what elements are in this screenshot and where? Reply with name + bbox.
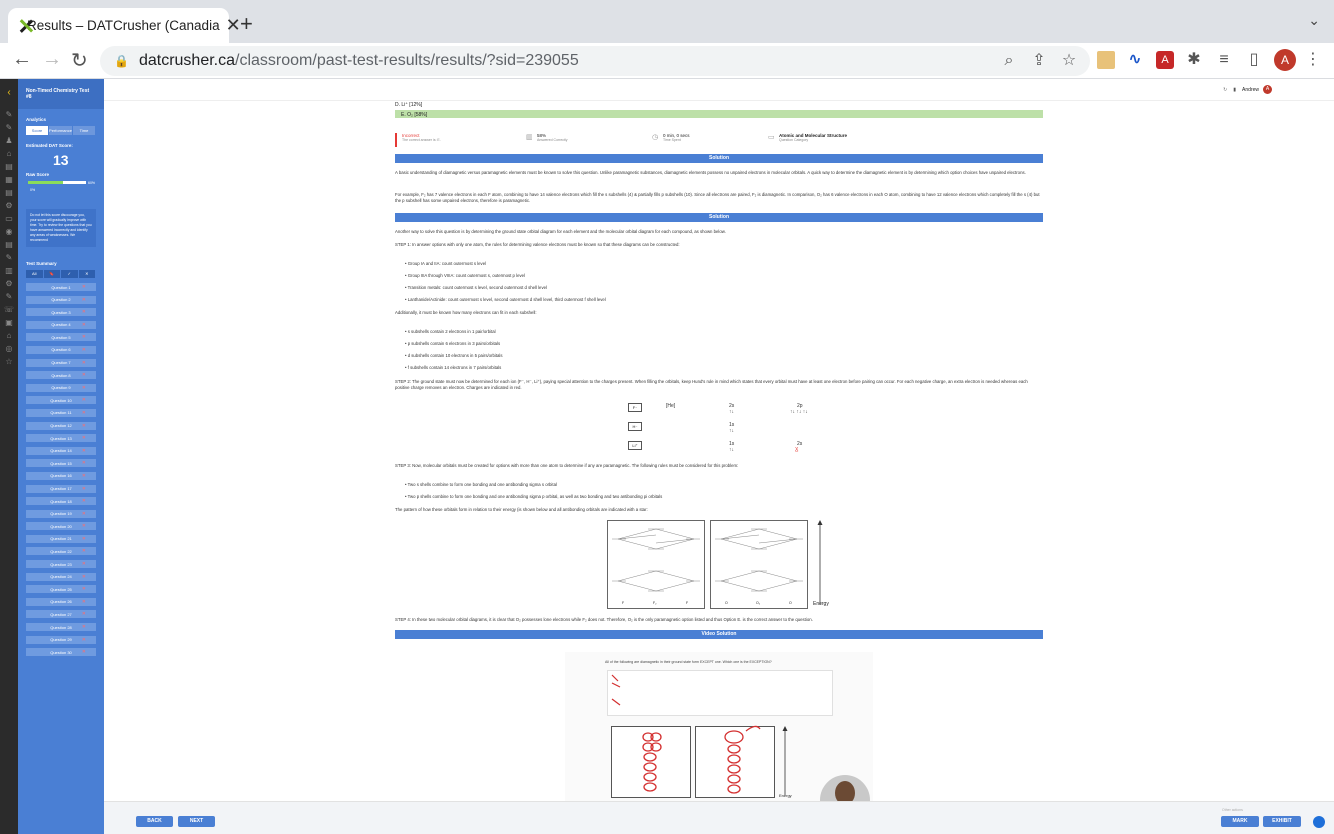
question-label: Question 7 (51, 360, 71, 366)
rail-icon-3[interactable]: ♟ (5, 136, 13, 145)
url-path: /classroom/past-test-results/results/?sid=239055 (235, 52, 579, 69)
question-label: Question 27 (50, 611, 72, 617)
app-icon-rail (0, 79, 18, 834)
question-label: Question 9 (51, 385, 71, 391)
incorrect-icon: ✕ (81, 510, 86, 517)
step-2: STEP 2: The ground state must now be determined for each ion (F⁻, H⁻, Li⁺), paying special attention to the charges present. When filling the orbitals, keep Hund's rule in mind which states that every orbital must have at least one electron before pairing can occur. For each negative charge, an extra electron is needed whereas each positive charge removes an electron. Charges are indicated in red. (395, 379, 1028, 390)
question-label: Question 21 (50, 536, 72, 542)
raw-score-bar (28, 181, 86, 184)
forward-arrow-icon[interactable]: → (42, 48, 62, 70)
bookmark-star-icon[interactable]: ☆ (1061, 52, 1077, 69)
side-panel-icon[interactable]: ▯ (1249, 51, 1259, 68)
mo-label-o-left: O (725, 601, 728, 605)
question-label: Question 26 (50, 599, 72, 605)
incorrect-icon: ✕ (81, 548, 86, 555)
rail-icon-7[interactable]: ▤ (5, 188, 13, 197)
rail-icon-2[interactable]: ✎ (5, 123, 13, 132)
question-button[interactable] (26, 308, 96, 316)
energy-arrow-icon (816, 520, 824, 606)
question-label: Question 4 (51, 322, 71, 328)
ion-li-orbital-2: 2s (797, 441, 803, 447)
rule-2a: • s subshells contain 2 electrons in 1 pair/orbital (405, 329, 496, 334)
question-button[interactable] (26, 346, 96, 354)
question-button[interactable] (26, 434, 96, 442)
question-label: Question 1 (51, 284, 71, 290)
question-button[interactable] (26, 459, 96, 467)
other-actions-label: Other actions (1222, 808, 1243, 812)
incorrect-icon: ✕ (81, 649, 86, 656)
browser-tabbar (0, 0, 1334, 43)
ion-h-electrons-1: ↑↓ (729, 428, 734, 434)
question-label: Question 22 (50, 548, 72, 554)
question-label: Question 15 (50, 460, 72, 466)
incorrect-icon: ✕ (81, 611, 86, 618)
share-icon[interactable]: ⇪ (1032, 52, 1046, 69)
incorrect-icon: ✕ (81, 384, 86, 391)
close-tab-icon[interactable]: ✕ (225, 15, 241, 35)
percent-correct: 58% (537, 133, 547, 138)
mo-label-f-left: F (622, 601, 625, 605)
rule-2c: • d subshells contain 10 electrons in 5 pairs/orbitals (405, 353, 503, 358)
question-label: Question 30 (50, 649, 72, 655)
step-4: STEP 4: In these two molecular orbital diagrams, it is clear that O₂ possesses lone electrons while F₂ does not. Therefore, O₂ is the only paramagnetic option listed and thus Option E. is the correct answer to the question. (395, 617, 813, 622)
question-button[interactable] (26, 283, 96, 291)
refresh-icon[interactable]: ↻ (1223, 86, 1228, 93)
incorrect-icon: ✕ (81, 447, 86, 454)
rule-3a: • Two s shells combine to form one bonding and one antibonding sigma s orbital (405, 482, 557, 487)
solution-paragraph-5: The pattern of how these orbitals form in relation to their energy (is shown below and all antibonding orbitals are indicated with a star: (395, 507, 648, 512)
address-bar[interactable] (100, 46, 1090, 76)
question-label: Question 29 (50, 637, 72, 643)
incorrect-icon: ✕ (81, 523, 86, 530)
filter-bookmark-icon[interactable]: 🔖 (44, 270, 61, 278)
rail-icon-16[interactable]: ☏ (3, 305, 14, 314)
incorrect-icon: ✕ (81, 409, 86, 416)
analytics-label: Analytics (26, 117, 47, 122)
tab-search-chevron-icon[interactable]: ⌄ (1308, 12, 1320, 28)
rail-icon-10[interactable]: ◉ (5, 227, 13, 236)
question-label: Question 12 (50, 423, 72, 429)
incorrect-icon: ✕ (81, 284, 86, 290)
question-stats (395, 133, 1043, 147)
collapse-arrow-icon[interactable]: ‹ (7, 87, 11, 98)
rail-icon-18[interactable]: ⌂ (6, 331, 12, 340)
reload-icon[interactable]: ↻ (71, 50, 88, 72)
question-label: Question 2 (51, 297, 71, 303)
rail-icon-17[interactable]: ▣ (5, 318, 13, 327)
rule-2d: • f subshells contain 14 electrons in 7 pairs/orbitals (405, 365, 502, 370)
question-label: Question 8 (51, 372, 71, 378)
analytics-tabs (26, 126, 96, 135)
rail-icon-13[interactable]: ▥ (5, 266, 13, 275)
extension-notes-icon[interactable] (1097, 51, 1115, 69)
question-button[interactable] (26, 371, 96, 379)
results-sidebar (18, 79, 104, 834)
solution-band-2: Solution (395, 213, 1043, 222)
video-options-scribble (608, 671, 638, 715)
question-button[interactable] (26, 547, 96, 555)
incorrect-icon: ✕ (81, 535, 86, 542)
question-label: Question 11 (50, 410, 72, 416)
mo-o2-lines (711, 521, 807, 608)
profile-avatar[interactable]: A (1274, 49, 1296, 71)
question-label: Question 6 (51, 347, 71, 353)
rail-icon-15[interactable]: ✎ (5, 292, 13, 301)
new-tab-icon[interactable]: + (240, 11, 253, 36)
rail-icon-20[interactable]: ☆ (5, 357, 13, 366)
question-label: Question 16 (50, 473, 72, 479)
question-label: Question 23 (50, 561, 72, 567)
question-category-sub: Question Category (779, 138, 809, 142)
tab-title: Results – DATCrusher (Canadia (27, 18, 220, 33)
incorrect-icon: ✕ (81, 372, 86, 379)
question-label: Question 17 (50, 486, 72, 491)
main-content (104, 79, 1334, 834)
question-button[interactable] (26, 573, 96, 581)
incorrect-icon: ✕ (81, 309, 86, 316)
time-spent: 0 min, 0 secs (663, 133, 690, 138)
question-button[interactable] (26, 321, 96, 329)
raw-score-label: Raw Score (26, 172, 50, 177)
incorrect-icon: ✕ (81, 346, 86, 353)
content-header (104, 79, 1334, 101)
url-host: datcrusher.ca (138, 52, 236, 69)
question-button[interactable] (26, 396, 96, 404)
solution-paragraph-3: Another way to solve this question is by determining the ground state orbital diagram for each element and the molecular orbital diagram for each compound, as shown below. (395, 229, 726, 234)
filter-all[interactable]: All (26, 270, 43, 278)
rail-icon-19[interactable]: ◎ (5, 344, 13, 353)
question-label: Question 5 (51, 334, 71, 340)
incorrect-icon: ✕ (81, 472, 86, 479)
chrome-menu-icon[interactable]: ⋮ (1305, 51, 1321, 68)
question-button[interactable] (26, 522, 96, 530)
ion-box-h: H⁻ (628, 422, 642, 431)
question-button[interactable] (26, 598, 96, 606)
mo-label-f2: F₂ (653, 601, 657, 605)
ion-f-electrons-2: ↑↓ ↑↓ ↑↓ (790, 409, 808, 415)
incorrect-icon: ✕ (81, 485, 86, 492)
ion-f-electrons-1: ↑↓ (729, 409, 734, 415)
extensions-puzzle-icon[interactable]: ✱ (1187, 51, 1201, 68)
incorrect-icon: ✕ (81, 435, 86, 442)
video-question-text: All of the following are diamagnetic in their ground state form EXCEPT one. Which one is the EXCEPTION? (605, 660, 772, 664)
lock-icon: 🔒 (114, 54, 129, 68)
next-button[interactable]: NEXT (178, 816, 215, 827)
solution-paragraph-4: Additionally, it must be known how many electrons can fit in each subshell: (395, 310, 537, 315)
mo-f2-lines (608, 521, 704, 608)
solution-paragraph-1: A basic understanding of diamagnetic versus paramagnetic elements must be known to solve this question. Unlike paramagnetic substances, diamagnetic elements possess no unpaired electrons in molecular orbitals. A quick way to determine the diamagnetic element is by determining which option choices have unpaired electrons. (395, 170, 1026, 175)
score-note: Do not let this score discourage you, your score will gradually improve with time. Try to review the questions that you have answered incorrectly and identify any areas of weaknesses. We recommend (26, 209, 96, 247)
chart-icon: ▥ (526, 134, 533, 141)
incorrect-icon: ✕ (81, 598, 86, 605)
category-icon: ▭ (768, 134, 775, 141)
extension-wave-icon[interactable]: ∿ (1128, 51, 1142, 68)
video-solution-band: Video Solution (395, 630, 1043, 639)
question-button[interactable] (26, 409, 96, 417)
rail-icon-8[interactable]: ⚙ (5, 201, 13, 210)
incorrect-icon: ✕ (81, 334, 86, 341)
question-button[interactable] (26, 359, 96, 367)
question-button[interactable] (26, 333, 96, 341)
rule-1d: • Lanthanide/Actinide: count outermost s level, second outermost d shell level, third outermost f shell level (405, 297, 606, 302)
mark-button[interactable]: MARK (1221, 816, 1259, 827)
ion-f-orbital-2: 2p (797, 403, 803, 409)
question-button[interactable] (26, 497, 96, 505)
ion-f-core: [He] (666, 403, 676, 409)
filter-incorrect-icon[interactable]: ✕ (79, 270, 96, 278)
step-3: STEP 3: Now, molecular orbitals must be created for options with more than one atom to determine if any are paramagnetic. The following rules must be considered for this problem: (395, 463, 739, 468)
question-label: Question 28 (50, 624, 72, 630)
pdf-extension-icon[interactable]: A (1156, 51, 1174, 69)
incorrect-icon: ✕ (81, 498, 86, 505)
user-menu[interactable] (1223, 85, 1272, 94)
question-button[interactable] (26, 636, 96, 644)
test-summary-label: Test Summary (26, 261, 57, 266)
video-mo-o2-scribble (696, 727, 774, 797)
browser-tab[interactable] (8, 8, 241, 43)
incorrect-marker (395, 133, 397, 147)
incorrect-icon: ✕ (81, 573, 86, 580)
filter-correct-icon[interactable]: ✓ (61, 270, 78, 278)
percent-correct-sub: Answered Correctly (537, 138, 568, 142)
rail-icon-6[interactable]: ▦ (5, 175, 13, 184)
video-mo-o2 (695, 726, 775, 798)
mo-diagram-o2 (710, 520, 808, 609)
result-sub: The correct answer is: E. (402, 138, 441, 142)
incorrect-icon: ✕ (81, 321, 86, 328)
ion-box-f: F⁻ (628, 403, 642, 412)
user-avatar: A (1263, 85, 1272, 94)
rail-icon-1[interactable]: ✎ (5, 110, 13, 119)
zoom-icon[interactable]: ⌕ (1004, 52, 1014, 69)
clock-icon: ◷ (652, 134, 659, 141)
exhibit-button[interactable]: EXHIBIT (1263, 816, 1301, 827)
question-label: Question 25 (50, 586, 72, 592)
question-label: Question 3 (51, 309, 71, 315)
rail-icon-4[interactable]: ⌂ (6, 149, 12, 158)
question-button[interactable] (26, 623, 96, 631)
option-e-correct: E. O₂ [58%] (395, 110, 1043, 118)
question-label: Question 14 (50, 448, 72, 454)
ion-h-orbital-1: 1s (729, 422, 735, 428)
video-options-box (607, 670, 833, 716)
mo-label-f-right: F (686, 601, 689, 605)
summary-filters (26, 270, 96, 278)
raw-score-zero: 0% (30, 188, 36, 192)
bookmark-icon[interactable]: ▮ (1233, 86, 1237, 93)
result-status: Incorrect (402, 133, 420, 138)
question-button[interactable] (26, 422, 96, 430)
question-button[interactable] (26, 648, 96, 656)
rule-1a: • Group IA and IIA: count outermost s level (405, 261, 487, 266)
question-button[interactable] (26, 384, 96, 392)
question-button[interactable] (26, 560, 96, 568)
question-button[interactable] (26, 447, 96, 455)
question-button[interactable] (26, 585, 96, 593)
question-button[interactable] (26, 472, 96, 480)
raw-score-pct: 60% (88, 181, 96, 185)
ion-box-li: Li⁺ (628, 441, 642, 450)
tab-time[interactable]: Time (73, 126, 95, 135)
ion-li-electrons-2: X̲ (795, 447, 799, 453)
estimated-score: 13 (53, 152, 69, 168)
time-spent-sub: Time Spent (663, 138, 681, 142)
incorrect-icon: ✕ (81, 586, 86, 593)
question-label: Question 10 (50, 397, 72, 403)
mo-label-o-right: O (789, 601, 792, 605)
question-label: Question 18 (50, 498, 72, 504)
incorrect-icon: ✕ (81, 561, 86, 568)
rail-icon-14[interactable]: ⚙ (5, 279, 13, 288)
option-d: D. Li⁺ [12%] (395, 102, 423, 108)
rule-2b: • p subshells contain 6 electrons in 3 pairs/orbitals (405, 341, 501, 346)
solution-band-1: Solution (395, 154, 1043, 163)
rule-1c: • Transition metals: count outermost s level, second outermost d shell level (405, 285, 547, 290)
incorrect-icon: ✕ (81, 296, 86, 303)
rail-icon-12[interactable]: ✎ (5, 253, 13, 262)
chat-bubble-icon[interactable] (1313, 816, 1325, 828)
ion-li-orbital-1: 1s (729, 441, 735, 447)
video-energy-label: Energy (779, 793, 792, 798)
rail-icon-5[interactable]: ▤ (5, 162, 13, 171)
solution-paragraph-2: For example, F₂ has 7 valence electrons in each F atom, combining to have 14 valence electrons which fill the s subshells (4) & partially fills p subshells (10). Since all electrons are paired, F₂ is diamagnetic. In comparison, O₂ has 6 valence electrons in each O atom, combining to have 12 valence electrons which completely fill the s (4) but the p subshell has some unpaired electrons, therefore is paramagnetic. (395, 192, 1040, 203)
rule-1b: • Group IIIA through VIIIA: count outermost s, outermost p level (405, 273, 525, 278)
back-arrow-icon[interactable]: ← (12, 48, 32, 70)
user-name: Andrew (1242, 86, 1259, 93)
back-button[interactable]: BACK (136, 816, 173, 827)
test-title: Non-Timed Chemistry Test #8 (18, 79, 104, 109)
incorrect-icon: ✕ (81, 624, 86, 631)
question-category: Atomic and Molecular Structure (779, 133, 848, 138)
question-button[interactable] (26, 610, 96, 618)
incorrect-icon: ✕ (81, 636, 86, 643)
mo-diagram-f2 (607, 520, 705, 609)
tab-performance[interactable]: Performance (49, 128, 72, 133)
browser-toolbar (0, 43, 1334, 79)
incorrect-icon: ✕ (81, 359, 86, 366)
incorrect-icon: ✕ (81, 460, 86, 467)
question-label: Question 13 (50, 435, 72, 441)
question-button[interactable] (26, 510, 96, 518)
question-label: Question 24 (50, 574, 72, 580)
estimated-score-label: Estimated DAT Score: (26, 143, 73, 148)
footer-bar (104, 801, 1334, 834)
reading-list-icon[interactable]: ≡ (1219, 51, 1229, 68)
question-button[interactable] (26, 485, 96, 493)
tab-score[interactable]: Score (26, 126, 48, 135)
question-button[interactable] (26, 296, 96, 304)
incorrect-icon: ✕ (81, 422, 86, 429)
energy-label: Energy (813, 601, 829, 607)
question-label: Question 19 (50, 511, 72, 517)
question-label: Question 20 (50, 523, 72, 529)
ion-f-orbital-1: 2s (729, 403, 735, 409)
video-mo-f2-scribble (612, 727, 690, 797)
rule-3b: • Two p shells combine to form one bonding and one antibonding sigma p orbital, as well as two bonding and two antibonding pi orbitals (405, 494, 663, 499)
incorrect-icon: ✕ (81, 397, 86, 404)
video-mo-f2 (611, 726, 691, 798)
video-energy-arrow-icon (781, 726, 789, 796)
rail-icon-11[interactable]: ▤ (5, 240, 13, 249)
question-list (18, 283, 104, 656)
step-1: STEP 1: In answer options with only one atom, the rules for determining valence electrons must be known so that these diagrams can be constructed: (395, 242, 680, 247)
rail-icon-9[interactable]: ▭ (5, 214, 13, 223)
ion-li-electrons-1: ↑↓ (729, 447, 734, 453)
mo-label-o2: O₂ (756, 601, 761, 605)
question-button[interactable] (26, 535, 96, 543)
